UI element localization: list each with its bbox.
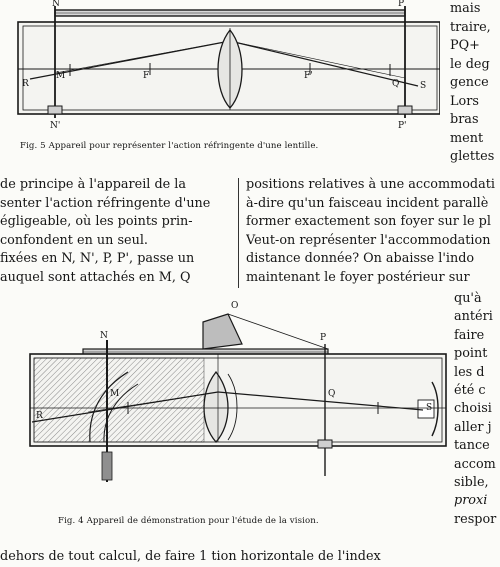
fig4-label-q: Q	[328, 389, 336, 399]
text-line: sible,	[454, 475, 489, 491]
fig5-label-p-prime: P'	[398, 121, 407, 131]
text-line: distance donnée? On abaisse l'indo	[246, 251, 475, 267]
text-line: antéri	[454, 309, 493, 325]
mid-column-top	[246, 176, 500, 288]
text-line: mais	[450, 1, 481, 16]
text-line: respor	[454, 511, 497, 527]
figure-4-drawing	[28, 292, 448, 492]
text-line: accom	[454, 456, 496, 472]
figure-4	[28, 292, 448, 492]
fig5-label-n: N	[52, 0, 60, 9]
text-line: confondent en un seul.	[0, 232, 148, 248]
text-line: fixées en N, N', P, P', passe un	[0, 251, 195, 267]
figure-5-caption: Fig. 5 Appareil pour représenter l'action réfringente d'une lentille.	[20, 141, 319, 151]
right-margin-top-text	[450, 0, 500, 167]
text-line: été c	[454, 383, 486, 399]
fig5-label-f: F	[143, 71, 150, 81]
right-column-lower	[454, 290, 500, 529]
text-line: à-dire qu'un faisceau incident parallè	[246, 195, 489, 211]
text-line: les d	[454, 364, 485, 380]
figure-5-drawing	[0, 0, 440, 135]
fig4-label-r: R	[36, 411, 43, 421]
fig5-label-r: R	[22, 79, 29, 89]
figure-5	[0, 0, 440, 135]
fig4-label-m: M	[110, 389, 120, 399]
fig4-label-s: S	[426, 403, 433, 413]
text-line: gence	[450, 75, 489, 90]
fig4-label-p: P	[320, 333, 327, 343]
text-line: tance	[454, 438, 490, 454]
text-line: bras	[450, 112, 479, 127]
fig5-label-p: P	[398, 0, 405, 9]
text-line: qu'à	[454, 291, 482, 306]
fig5-label-n-prime: N'	[50, 121, 61, 131]
text-line: ment	[450, 130, 484, 146]
fig5-label-f-prime: F'	[304, 71, 313, 81]
figure-4-caption: Fig. 4 Appareil de démonstration pour l'étude de la vision.	[58, 516, 319, 526]
text-line: glettes	[450, 149, 495, 164]
text-line: faire	[454, 327, 485, 343]
text-line: former exactement son foyer sur le pl	[246, 214, 491, 230]
text-line: auquel sont attachés en M, Q	[0, 269, 191, 285]
fig5-label-m: M	[56, 71, 66, 81]
text-line: Lors	[450, 93, 479, 109]
text-line: aller j	[454, 419, 492, 435]
text-line: de principe à l'appareil de la	[0, 177, 187, 192]
text-line: maintenant le foyer postérieur sur	[246, 269, 470, 285]
fig4-label-n: N	[100, 331, 108, 341]
text-line: traire,	[450, 19, 491, 35]
fig5-label-q: Q	[392, 79, 400, 89]
fig4-label-o: O	[231, 301, 239, 311]
bottom-text-line: dehors de tout calcul, de faire 1 tion horizontale de l'index	[0, 549, 381, 564]
text-line: le deg	[450, 56, 490, 72]
text-line: choisi	[454, 401, 492, 417]
fig5-label-s: S	[420, 81, 427, 91]
text-line: proxi	[454, 493, 488, 509]
left-column-top	[0, 176, 232, 288]
text-line: PQ+	[450, 38, 480, 53]
text-line: égligeable, où les points prin-	[0, 214, 193, 230]
column-rule	[238, 178, 239, 288]
text-line: point	[454, 346, 488, 362]
text-line: positions relatives à une accommodati	[246, 177, 495, 192]
text-line: Veut-on représenter l'accommodation	[246, 232, 491, 248]
text-line: senter l'action réfringente d'une	[0, 195, 211, 211]
